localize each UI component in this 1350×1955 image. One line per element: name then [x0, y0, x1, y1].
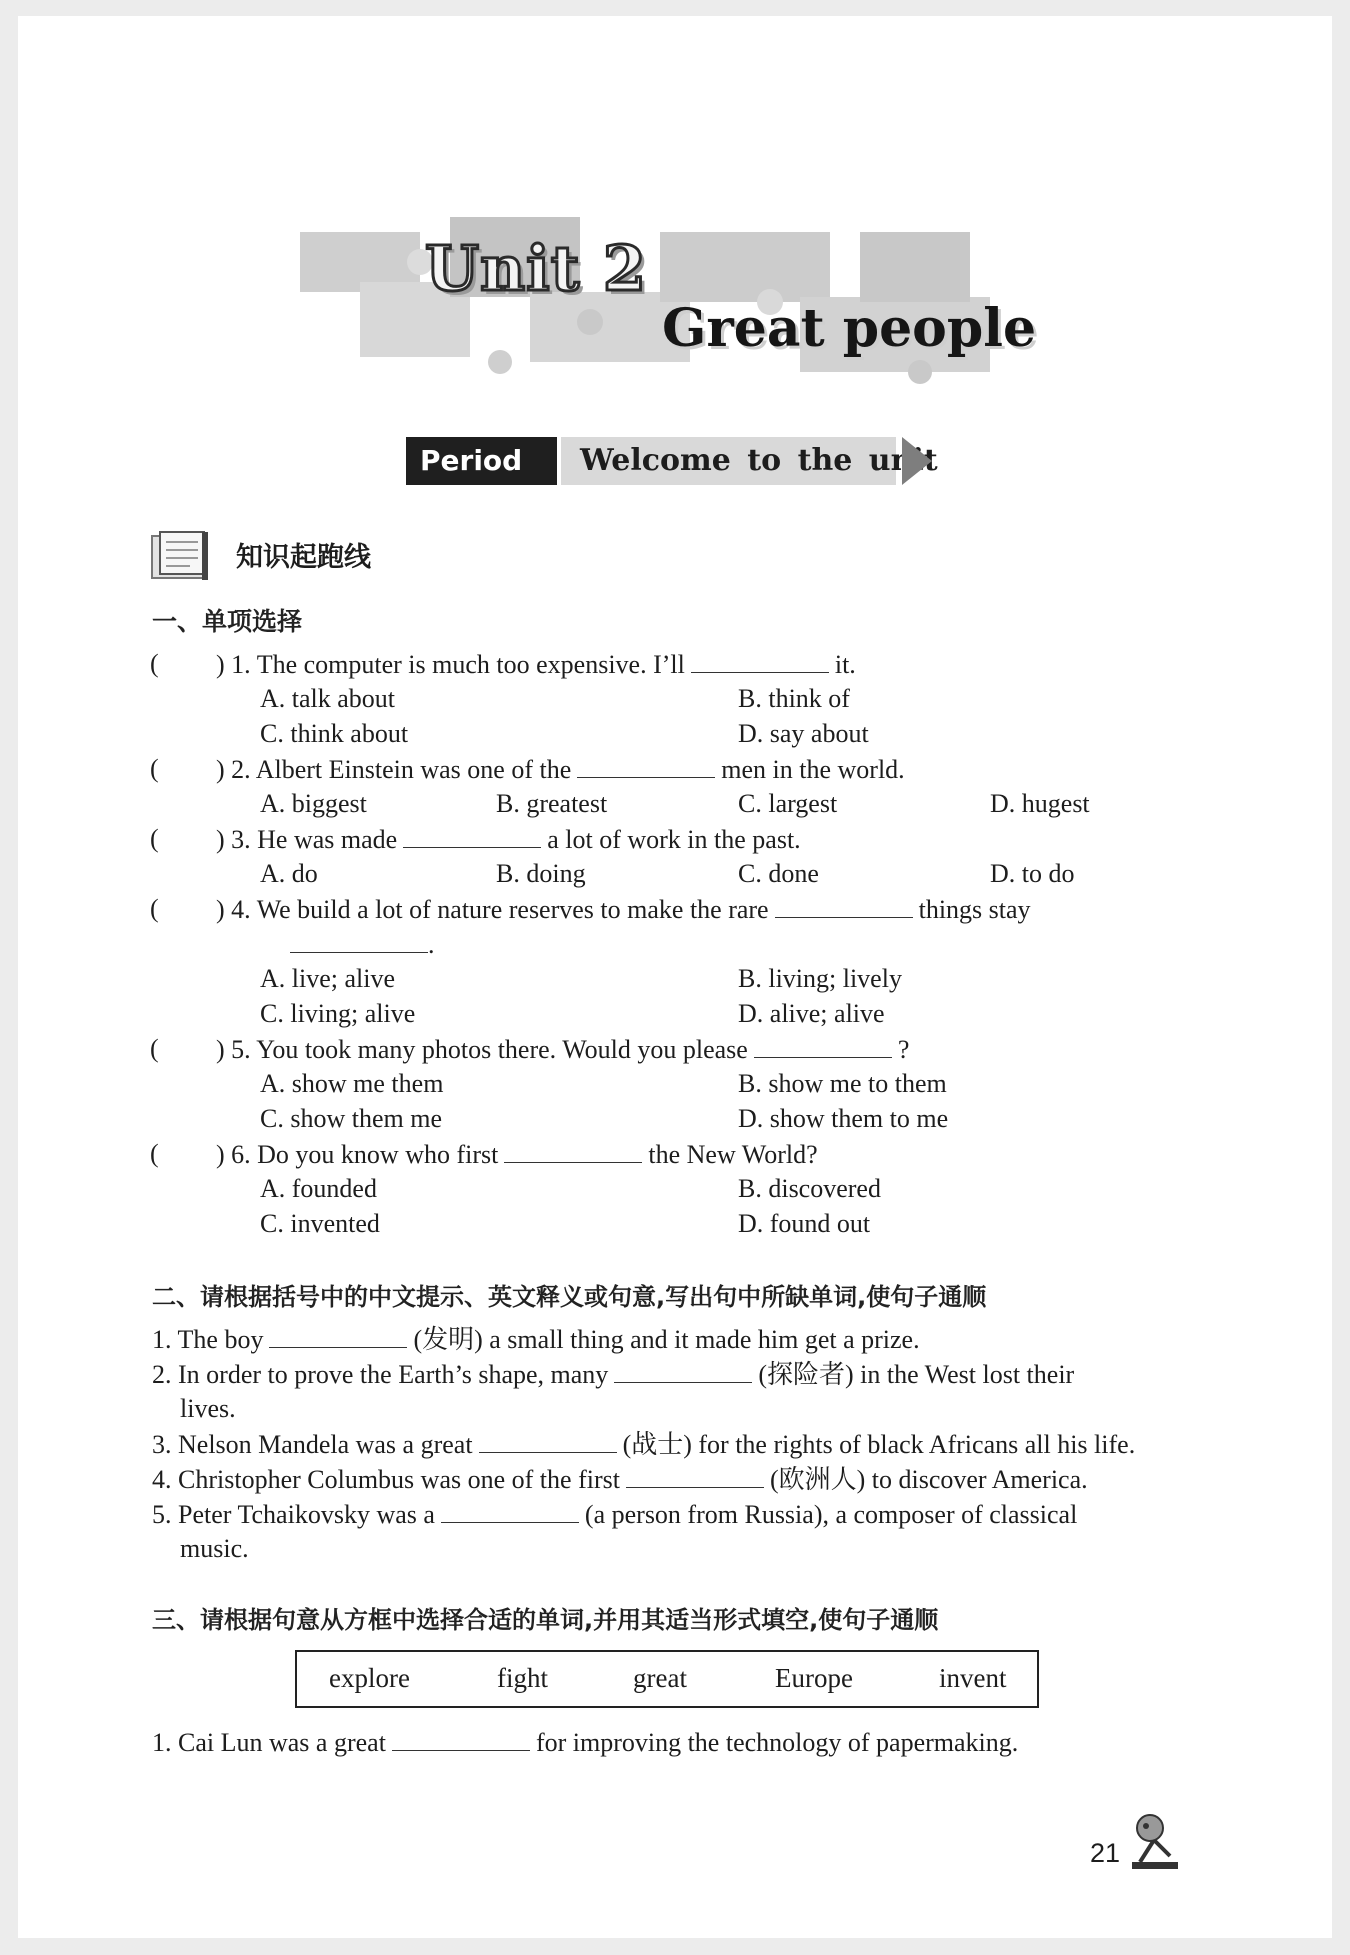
question-4-continued: .: [290, 928, 435, 961]
option: D. to do: [990, 859, 1075, 888]
word-option: Europe: [775, 1663, 853, 1693]
fill-item-s3-1: 1. Cai Lun was a great for improving the technology of papermaking.: [152, 1728, 1019, 1757]
section2-heading: 二、请根据括号中的中文提示、英文释义或句意,写出句中所缺单词,使句子通顺: [152, 1283, 987, 1311]
option: A. do: [260, 859, 318, 888]
book-icon: [150, 530, 216, 582]
fill-item-2: 2. In order to prove the Earth’s shape, many (探险者) in the West lost their: [152, 1360, 1075, 1389]
question-1: ) 1. The computer is much too expensive. I’ll it.: [216, 650, 856, 679]
answer-blank[interactable]: [775, 893, 913, 918]
knowledge-title: 知识起跑线: [236, 542, 371, 573]
option: A. founded: [260, 1174, 377, 1203]
answer-paren: (: [150, 894, 159, 923]
answer-blank[interactable]: [691, 648, 829, 673]
option: B. greatest: [496, 789, 608, 818]
period-number: 1: [432, 492, 452, 525]
answer-blank[interactable]: [269, 1323, 407, 1348]
answer-paren: (: [150, 1034, 159, 1063]
answer-blank[interactable]: [577, 753, 715, 778]
section1-heading: 一、单项选择: [152, 607, 303, 636]
period-tag: [406, 437, 561, 525]
word-option: fight: [497, 1663, 548, 1693]
word-option: invent: [939, 1663, 1007, 1693]
option: B. think of: [738, 684, 850, 713]
period-label: Period: [420, 444, 523, 477]
page-number: 21: [1090, 1838, 1121, 1868]
option: D. hugest: [990, 789, 1090, 818]
option: B. doing: [496, 859, 586, 888]
fill-item-1: 1. The boy (发明) a small thing and it made him get a prize.: [152, 1325, 920, 1354]
option: A. live; alive: [260, 964, 396, 993]
word-option: great: [633, 1663, 687, 1693]
answer-blank[interactable]: [504, 1138, 642, 1163]
option: B. show me to them: [738, 1069, 947, 1098]
question-4: ) 4. We build a lot of nature reserves to make the rare things stay: [216, 895, 1031, 924]
word-option: explore: [329, 1663, 410, 1693]
answer-paren: (: [150, 754, 159, 783]
option: C. think about: [260, 719, 409, 748]
arrow-right-icon: [902, 437, 932, 485]
option: D. show them to me: [738, 1104, 949, 1133]
question-3: ) 3. He was made a lot of work in the past.: [216, 825, 801, 854]
answer-blank[interactable]: [614, 1358, 752, 1383]
option: A. show me them: [260, 1069, 444, 1098]
answer-blank[interactable]: [441, 1498, 579, 1523]
fill-item-2-continued: lives.: [180, 1394, 236, 1423]
fill-item-4: 4. Christopher Columbus was one of the first (欧洲人) to discover America.: [152, 1465, 1088, 1494]
section3-heading: 三、请根据句意从方框中选择合适的单词,并用其适当形式填空,使句子通顺: [152, 1606, 939, 1634]
option: D. say about: [738, 719, 869, 748]
answer-blank[interactable]: [626, 1463, 764, 1488]
option: C. show them me: [260, 1104, 442, 1133]
period-name: Welcome to the unit: [580, 443, 938, 478]
option: B. living; lively: [738, 964, 902, 993]
answer-blank[interactable]: [754, 1033, 892, 1058]
word-box: [295, 1650, 1039, 1708]
option: C. largest: [738, 789, 838, 818]
option: B. discovered: [738, 1174, 881, 1203]
answer-blank[interactable]: [403, 823, 541, 848]
fill-item-5: 5. Peter Tchaikovsky was a (a person from Russia), a composer of classical: [152, 1500, 1078, 1529]
question-5: ) 5. You took many photos there. Would you please ?: [216, 1035, 910, 1064]
question-6: ) 6. Do you know who first the New World?: [216, 1140, 818, 1169]
option: C. done: [738, 859, 819, 888]
fill-item-3: 3. Nelson Mandela was a great (战士) for the rights of black Africans all his life.: [152, 1430, 1136, 1459]
unit-title: Unit 2: [425, 232, 648, 305]
option: D. found out: [738, 1209, 871, 1238]
fill-item-5-continued: music.: [180, 1534, 249, 1563]
answer-blank[interactable]: [392, 1726, 530, 1751]
unit-subtitle: Great people: [662, 298, 1037, 359]
answer-blank[interactable]: [479, 1428, 617, 1453]
answer-paren: (: [150, 649, 159, 678]
option: A. biggest: [260, 789, 367, 818]
answer-paren: (: [150, 824, 159, 853]
answer-blank[interactable]: [290, 928, 428, 953]
question-2: ) 2. Albert Einstein was one of the men in the world.: [216, 755, 905, 784]
option: D. alive; alive: [738, 999, 885, 1028]
option: A. talk about: [260, 684, 396, 713]
option: C. invented: [260, 1209, 380, 1238]
option: C. living; alive: [260, 999, 416, 1028]
answer-paren: (: [150, 1139, 159, 1168]
desk-lamp-icon: [1128, 1810, 1186, 1872]
